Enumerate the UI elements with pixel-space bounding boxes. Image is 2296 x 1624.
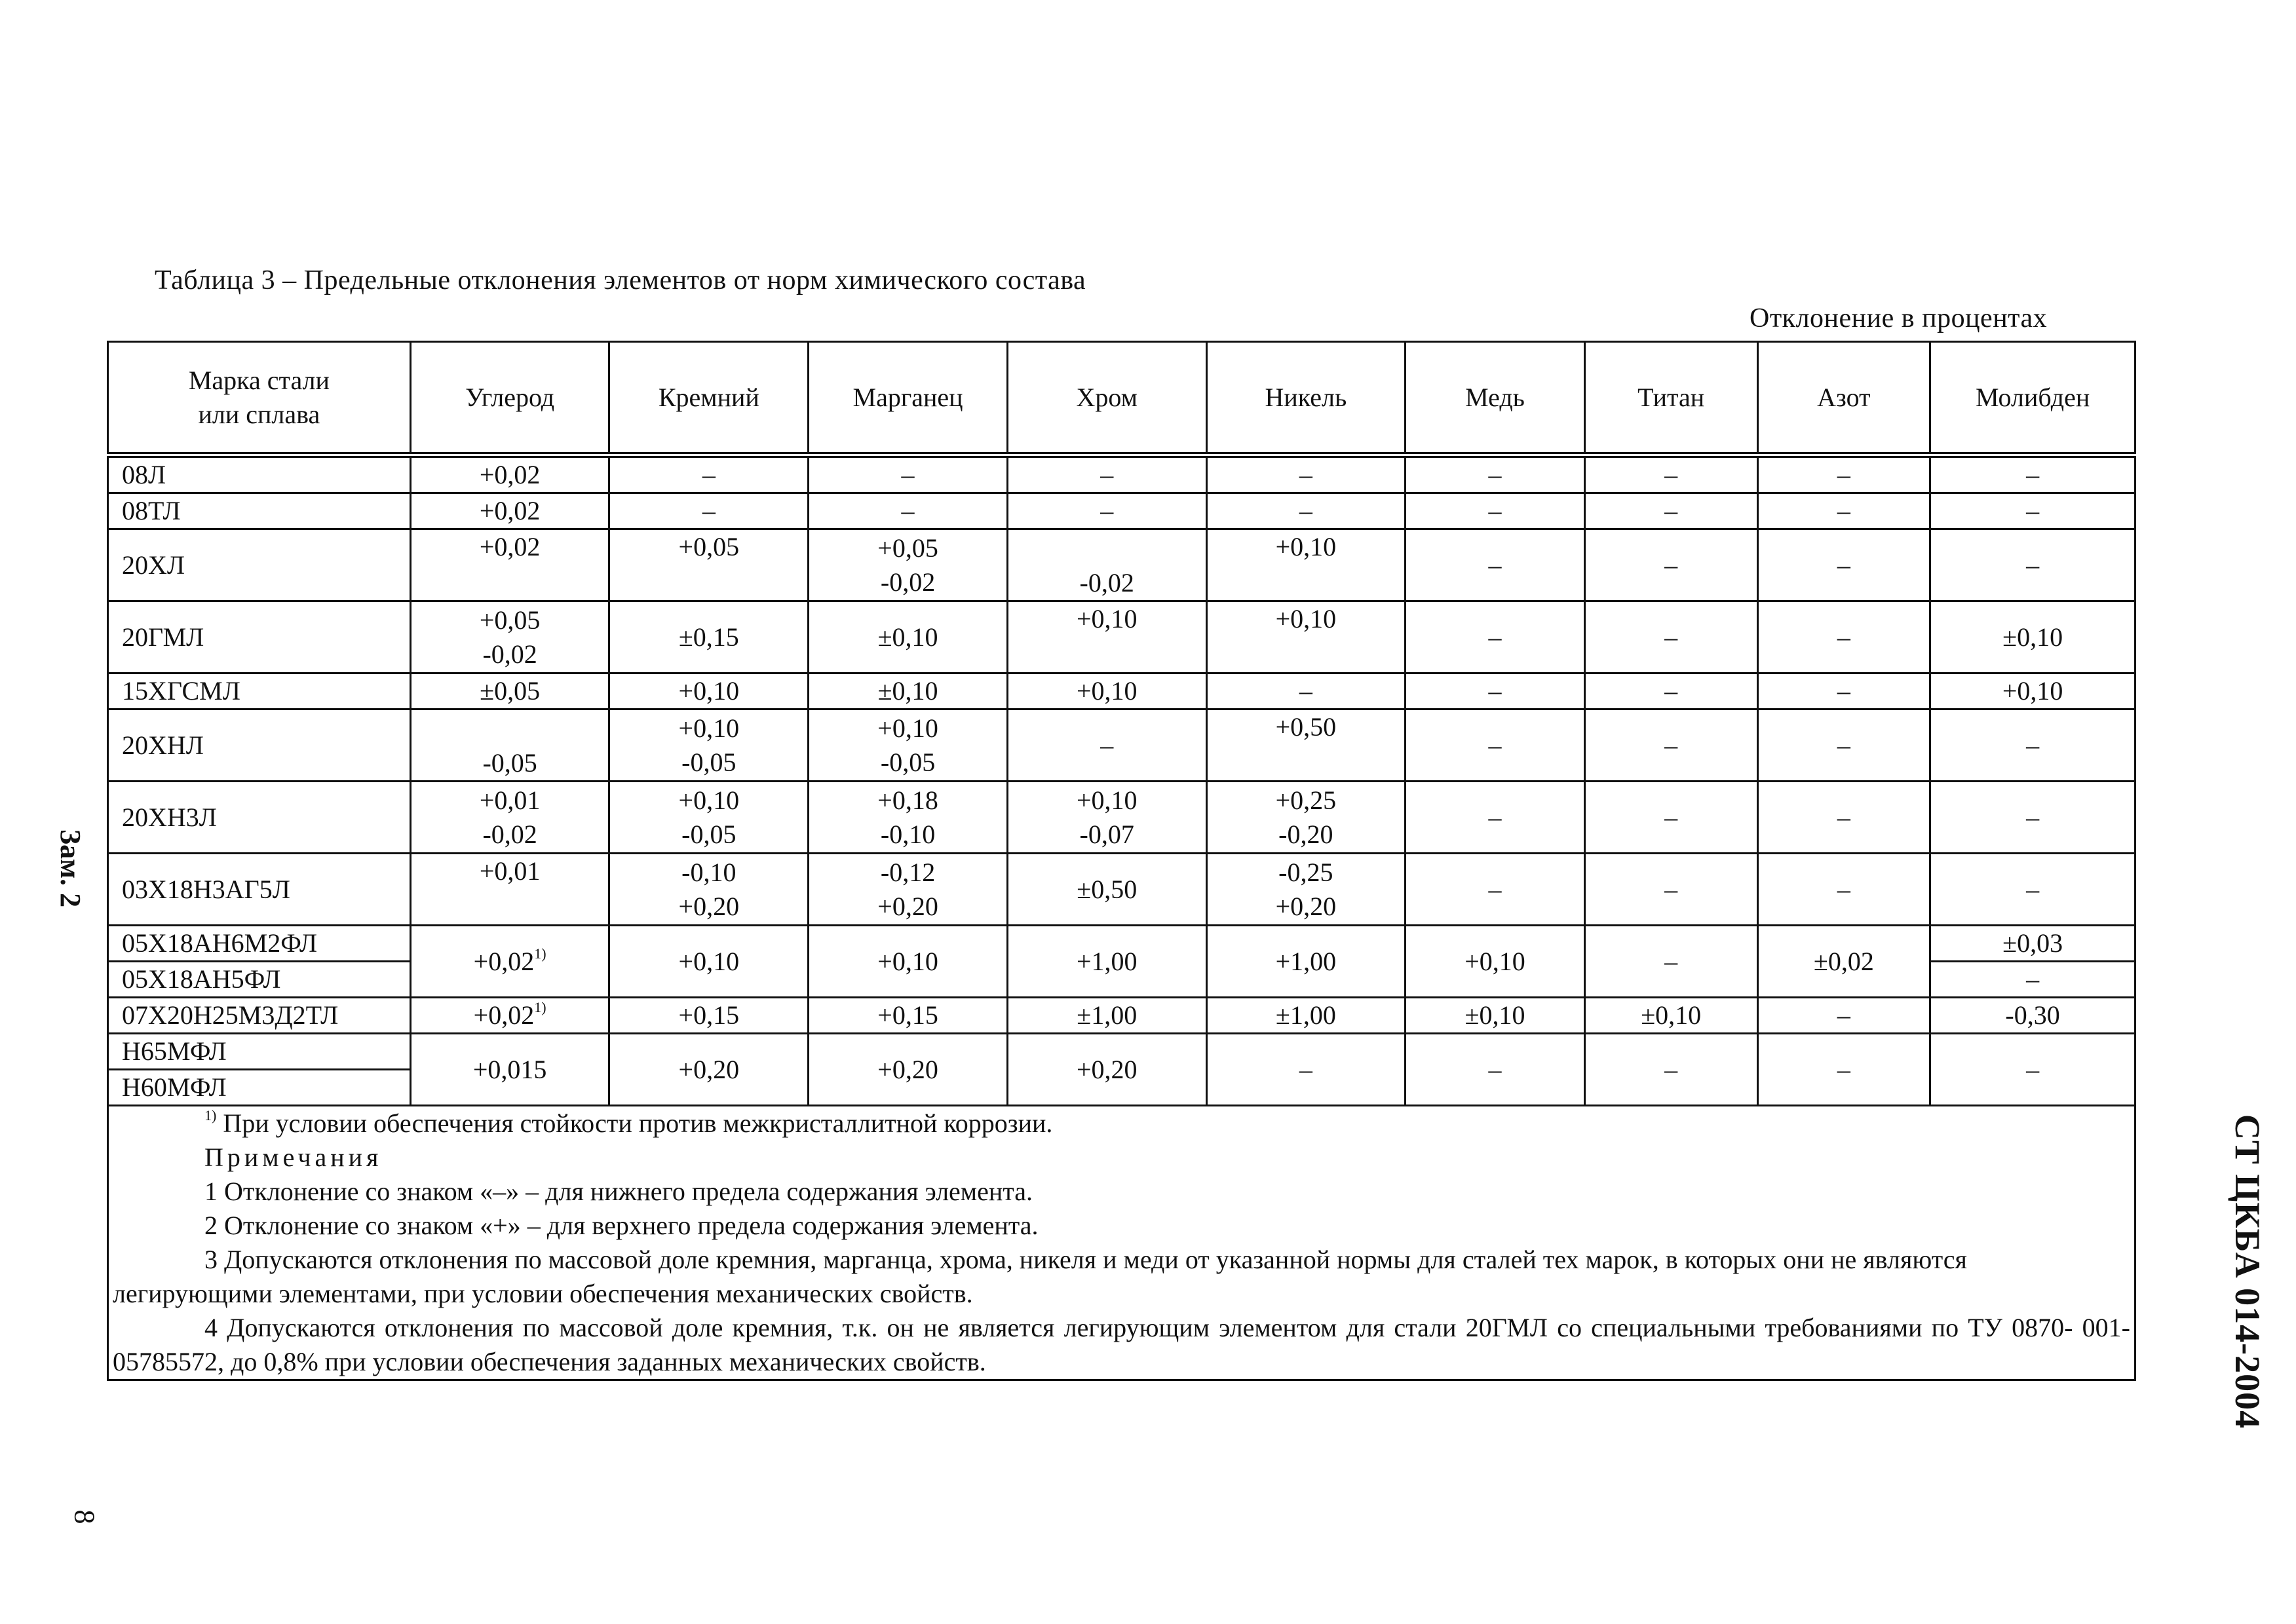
chromium-cell: ±0,50 <box>1007 854 1206 926</box>
grade-cell: 08ТЛ <box>108 493 411 529</box>
copper-cell: – <box>1406 673 1585 709</box>
titanium-cell: – <box>1584 673 1757 709</box>
header-titanium: Титан <box>1584 342 1757 455</box>
molybdenum-cell: – <box>1930 962 2135 998</box>
grade-cell: 20ХНЛ <box>108 709 411 782</box>
table-row <box>108 1034 2135 1070</box>
nickel-cell: +0,50 <box>1206 709 1406 782</box>
note-4: 4 Допускаются отклонения по массовой доле кремния, т.к. он не является легирующим элементом для стали 20ГМЛ со специальными требованиями по ТУ 0870- 001-05785572, до 0,8% при условии обеспечения заданных механических свойств. <box>113 1313 2130 1376</box>
notes-row <box>108 1106 2135 1380</box>
header-copper: Медь <box>1406 342 1585 455</box>
copper-cell: – <box>1406 601 1585 673</box>
copper-cell: – <box>1406 493 1585 529</box>
chromium-cell: ±1,00 <box>1007 998 1206 1034</box>
table-title: Таблица 3 – Предельные отклонения элементов от норм химического состава <box>155 265 1086 295</box>
nickel-cell: +1,00 <box>1206 926 1406 998</box>
manganese-cell: ±0,10 <box>809 601 1008 673</box>
titanium-cell: – <box>1584 455 1757 493</box>
carbon-cell: +0,01 -0,02 <box>410 782 609 854</box>
molybdenum-cell: – <box>1930 782 2135 854</box>
chromium-cell: +1,00 <box>1007 926 1206 998</box>
manganese-cell: – <box>809 493 1008 529</box>
manganese-cell: -0,12 +0,20 <box>809 854 1008 926</box>
carbon-cell: -0,05 <box>410 709 609 782</box>
silicon-cell: ±0,15 <box>609 601 809 673</box>
nitrogen-cell: – <box>1757 529 1930 601</box>
header-grade: Марка стали или сплава <box>108 342 411 455</box>
molybdenum-cell: – <box>1930 1034 2135 1106</box>
standard-designation: СТ ЦКБА 014-2004 <box>2228 1114 2268 1429</box>
notes-heading: Примечания <box>204 1142 383 1172</box>
silicon-cell: +0,20 <box>609 1034 809 1106</box>
table-row <box>108 493 2135 529</box>
carbon-cell: +0,02 <box>410 455 609 493</box>
nitrogen-cell: ±0,02 <box>1757 926 1930 998</box>
chromium-cell: +0,10 <box>1007 601 1206 673</box>
molybdenum-cell: – <box>1930 455 2135 493</box>
manganese-cell: +0,10 <box>809 926 1008 998</box>
nickel-cell: +0,10 <box>1206 601 1406 673</box>
grade-cell: 05Х18АН6М2ФЛ <box>108 926 411 962</box>
titanium-cell: – <box>1584 854 1757 926</box>
carbon-cell: +0,02 <box>410 493 609 529</box>
titanium-cell: – <box>1584 782 1757 854</box>
grade-cell: 03Х18Н3АГ5Л <box>108 854 411 926</box>
carbon-cell: +0,01 <box>410 854 609 926</box>
nickel-cell: +0,25 -0,20 <box>1206 782 1406 854</box>
manganese-cell: +0,05 -0,02 <box>809 529 1008 601</box>
nickel-cell: – <box>1206 493 1406 529</box>
header-row <box>108 342 2135 455</box>
header-silicon: Кремний <box>609 342 809 455</box>
silicon-cell: -0,10 +0,20 <box>609 854 809 926</box>
molybdenum-cell: +0,10 <box>1930 673 2135 709</box>
silicon-cell: +0,10 <box>609 926 809 998</box>
nitrogen-cell: – <box>1757 601 1930 673</box>
carbon-cell: +0,02 <box>410 529 609 601</box>
titanium-cell: – <box>1584 529 1757 601</box>
nickel-cell: – <box>1206 455 1406 493</box>
nitrogen-cell: – <box>1757 854 1930 926</box>
silicon-cell: +0,10 -0,05 <box>609 709 809 782</box>
titanium-cell: ±0,10 <box>1584 998 1757 1034</box>
copper-cell: +0,10 <box>1406 926 1585 998</box>
molybdenum-cell: – <box>1930 709 2135 782</box>
grade-cell: 07Х20Н25М3Д2ТЛ <box>108 998 411 1034</box>
change-label: Зам. 2 <box>54 829 87 908</box>
table-row <box>108 673 2135 709</box>
molybdenum-cell: ±0,03 <box>1930 926 2135 962</box>
chromium-cell: – <box>1007 709 1206 782</box>
table-row <box>108 926 2135 962</box>
nickel-cell: – <box>1206 1034 1406 1106</box>
titanium-cell: – <box>1584 493 1757 529</box>
nitrogen-cell: – <box>1757 673 1930 709</box>
table-row <box>108 998 2135 1034</box>
table-row <box>108 529 2135 601</box>
header-molybdenum: Молибден <box>1930 342 2135 455</box>
manganese-cell: +0,18 -0,10 <box>809 782 1008 854</box>
grade-cell: Н65МФЛ <box>108 1034 411 1070</box>
molybdenum-cell: – <box>1930 854 2135 926</box>
copper-cell: – <box>1406 1034 1585 1106</box>
grade-cell: 20ХЛ <box>108 529 411 601</box>
grade-cell: Н60МФЛ <box>108 1070 411 1106</box>
nickel-cell: +0,10 <box>1206 529 1406 601</box>
page-number: 8 <box>68 1509 101 1524</box>
nitrogen-cell: – <box>1757 1034 1930 1106</box>
manganese-cell: +0,15 <box>809 998 1008 1034</box>
nitrogen-cell: – <box>1757 709 1930 782</box>
note-1: 1 Отклонение со знаком «–» – для нижнего предела содержания элемента. <box>204 1177 1033 1206</box>
note-3: 3 Допускаются отклонения по массовой доле кремния, марганца, хрома, никеля и меди от указанной нормы для сталей тех марок, в которых они не являются легирующими элементами, при условии обеспечения механических свойств. <box>113 1245 1967 1308</box>
silicon-cell: +0,10 <box>609 673 809 709</box>
nitrogen-cell: – <box>1757 998 1930 1034</box>
manganese-cell: ±0,10 <box>809 673 1008 709</box>
note-2: 2 Отклонение со знаком «+» – для верхнего предела содержания элемента. <box>204 1211 1039 1240</box>
silicon-cell: – <box>609 493 809 529</box>
carbon-cell: ±0,05 <box>410 673 609 709</box>
titanium-cell: – <box>1584 926 1757 998</box>
table-row <box>108 455 2135 493</box>
chromium-cell: -0,02 <box>1007 529 1206 601</box>
chromium-cell: – <box>1007 455 1206 493</box>
grade-cell: 20ГМЛ <box>108 601 411 673</box>
header-manganese: Марганец <box>809 342 1008 455</box>
nickel-cell: -0,25 +0,20 <box>1206 854 1406 926</box>
grade-cell: 08Л <box>108 455 411 493</box>
header-chromium: Хром <box>1007 342 1206 455</box>
footnote: $^{1)}$ При условии обеспечения стойкости против межкристаллитной коррозии. <box>204 1107 1053 1138</box>
nitrogen-cell: – <box>1757 455 1930 493</box>
grade-cell: 05Х18АН5ФЛ <box>108 962 411 998</box>
table-row <box>108 782 2135 854</box>
nickel-cell: – <box>1206 673 1406 709</box>
grade-cell: 15ХГСМЛ <box>108 673 411 709</box>
silicon-cell: +0,10 -0,05 <box>609 782 809 854</box>
manganese-cell: +0,10 -0,05 <box>809 709 1008 782</box>
titanium-cell: – <box>1584 709 1757 782</box>
copper-cell: – <box>1406 529 1585 601</box>
molybdenum-cell: – <box>1930 529 2135 601</box>
nitrogen-cell: – <box>1757 493 1930 529</box>
silicon-cell: +0,15 <box>609 998 809 1034</box>
nickel-cell: ±1,00 <box>1206 998 1406 1034</box>
chromium-cell: +0,20 <box>1007 1034 1206 1106</box>
grade-cell: 20ХН3Л <box>108 782 411 854</box>
table-row <box>108 601 2135 673</box>
copper-cell: – <box>1406 854 1585 926</box>
molybdenum-cell: -0,30 <box>1930 998 2135 1034</box>
chromium-cell: +0,10 -0,07 <box>1007 782 1206 854</box>
molybdenum-cell: ±0,10 <box>1930 601 2135 673</box>
header-nitrogen: Азот <box>1757 342 1930 455</box>
copper-cell: ±0,10 <box>1406 998 1585 1034</box>
titanium-cell: – <box>1584 1034 1757 1106</box>
header-carbon: Углерод <box>410 342 609 455</box>
nitrogen-cell: – <box>1757 782 1930 854</box>
copper-cell: – <box>1406 782 1585 854</box>
chromium-cell: +0,10 <box>1007 673 1206 709</box>
carbon-cell: +0,015 <box>410 1034 609 1106</box>
header-nickel: Никель <box>1206 342 1406 455</box>
copper-cell: – <box>1406 709 1585 782</box>
titanium-cell: – <box>1584 601 1757 673</box>
chromium-cell: – <box>1007 493 1206 529</box>
silicon-cell: – <box>609 455 809 493</box>
chemical-deviation-table <box>107 341 2136 1381</box>
manganese-cell: – <box>809 455 1008 493</box>
carbon-cell: $+0,02^{1)}$ <box>410 998 609 1034</box>
manganese-cell: +0,20 <box>809 1034 1008 1106</box>
carbon-cell: $+0,02^{1)}$ <box>410 926 609 998</box>
carbon-cell: +0,05 -0,02 <box>410 601 609 673</box>
notes-cell <box>108 1106 2135 1380</box>
table-row <box>108 854 2135 926</box>
molybdenum-cell: – <box>1930 493 2135 529</box>
copper-cell: – <box>1406 455 1585 493</box>
unit-label: Отклонение в процентах <box>1750 303 2048 333</box>
silicon-cell: +0,05 <box>609 529 809 601</box>
table-row <box>108 709 2135 782</box>
